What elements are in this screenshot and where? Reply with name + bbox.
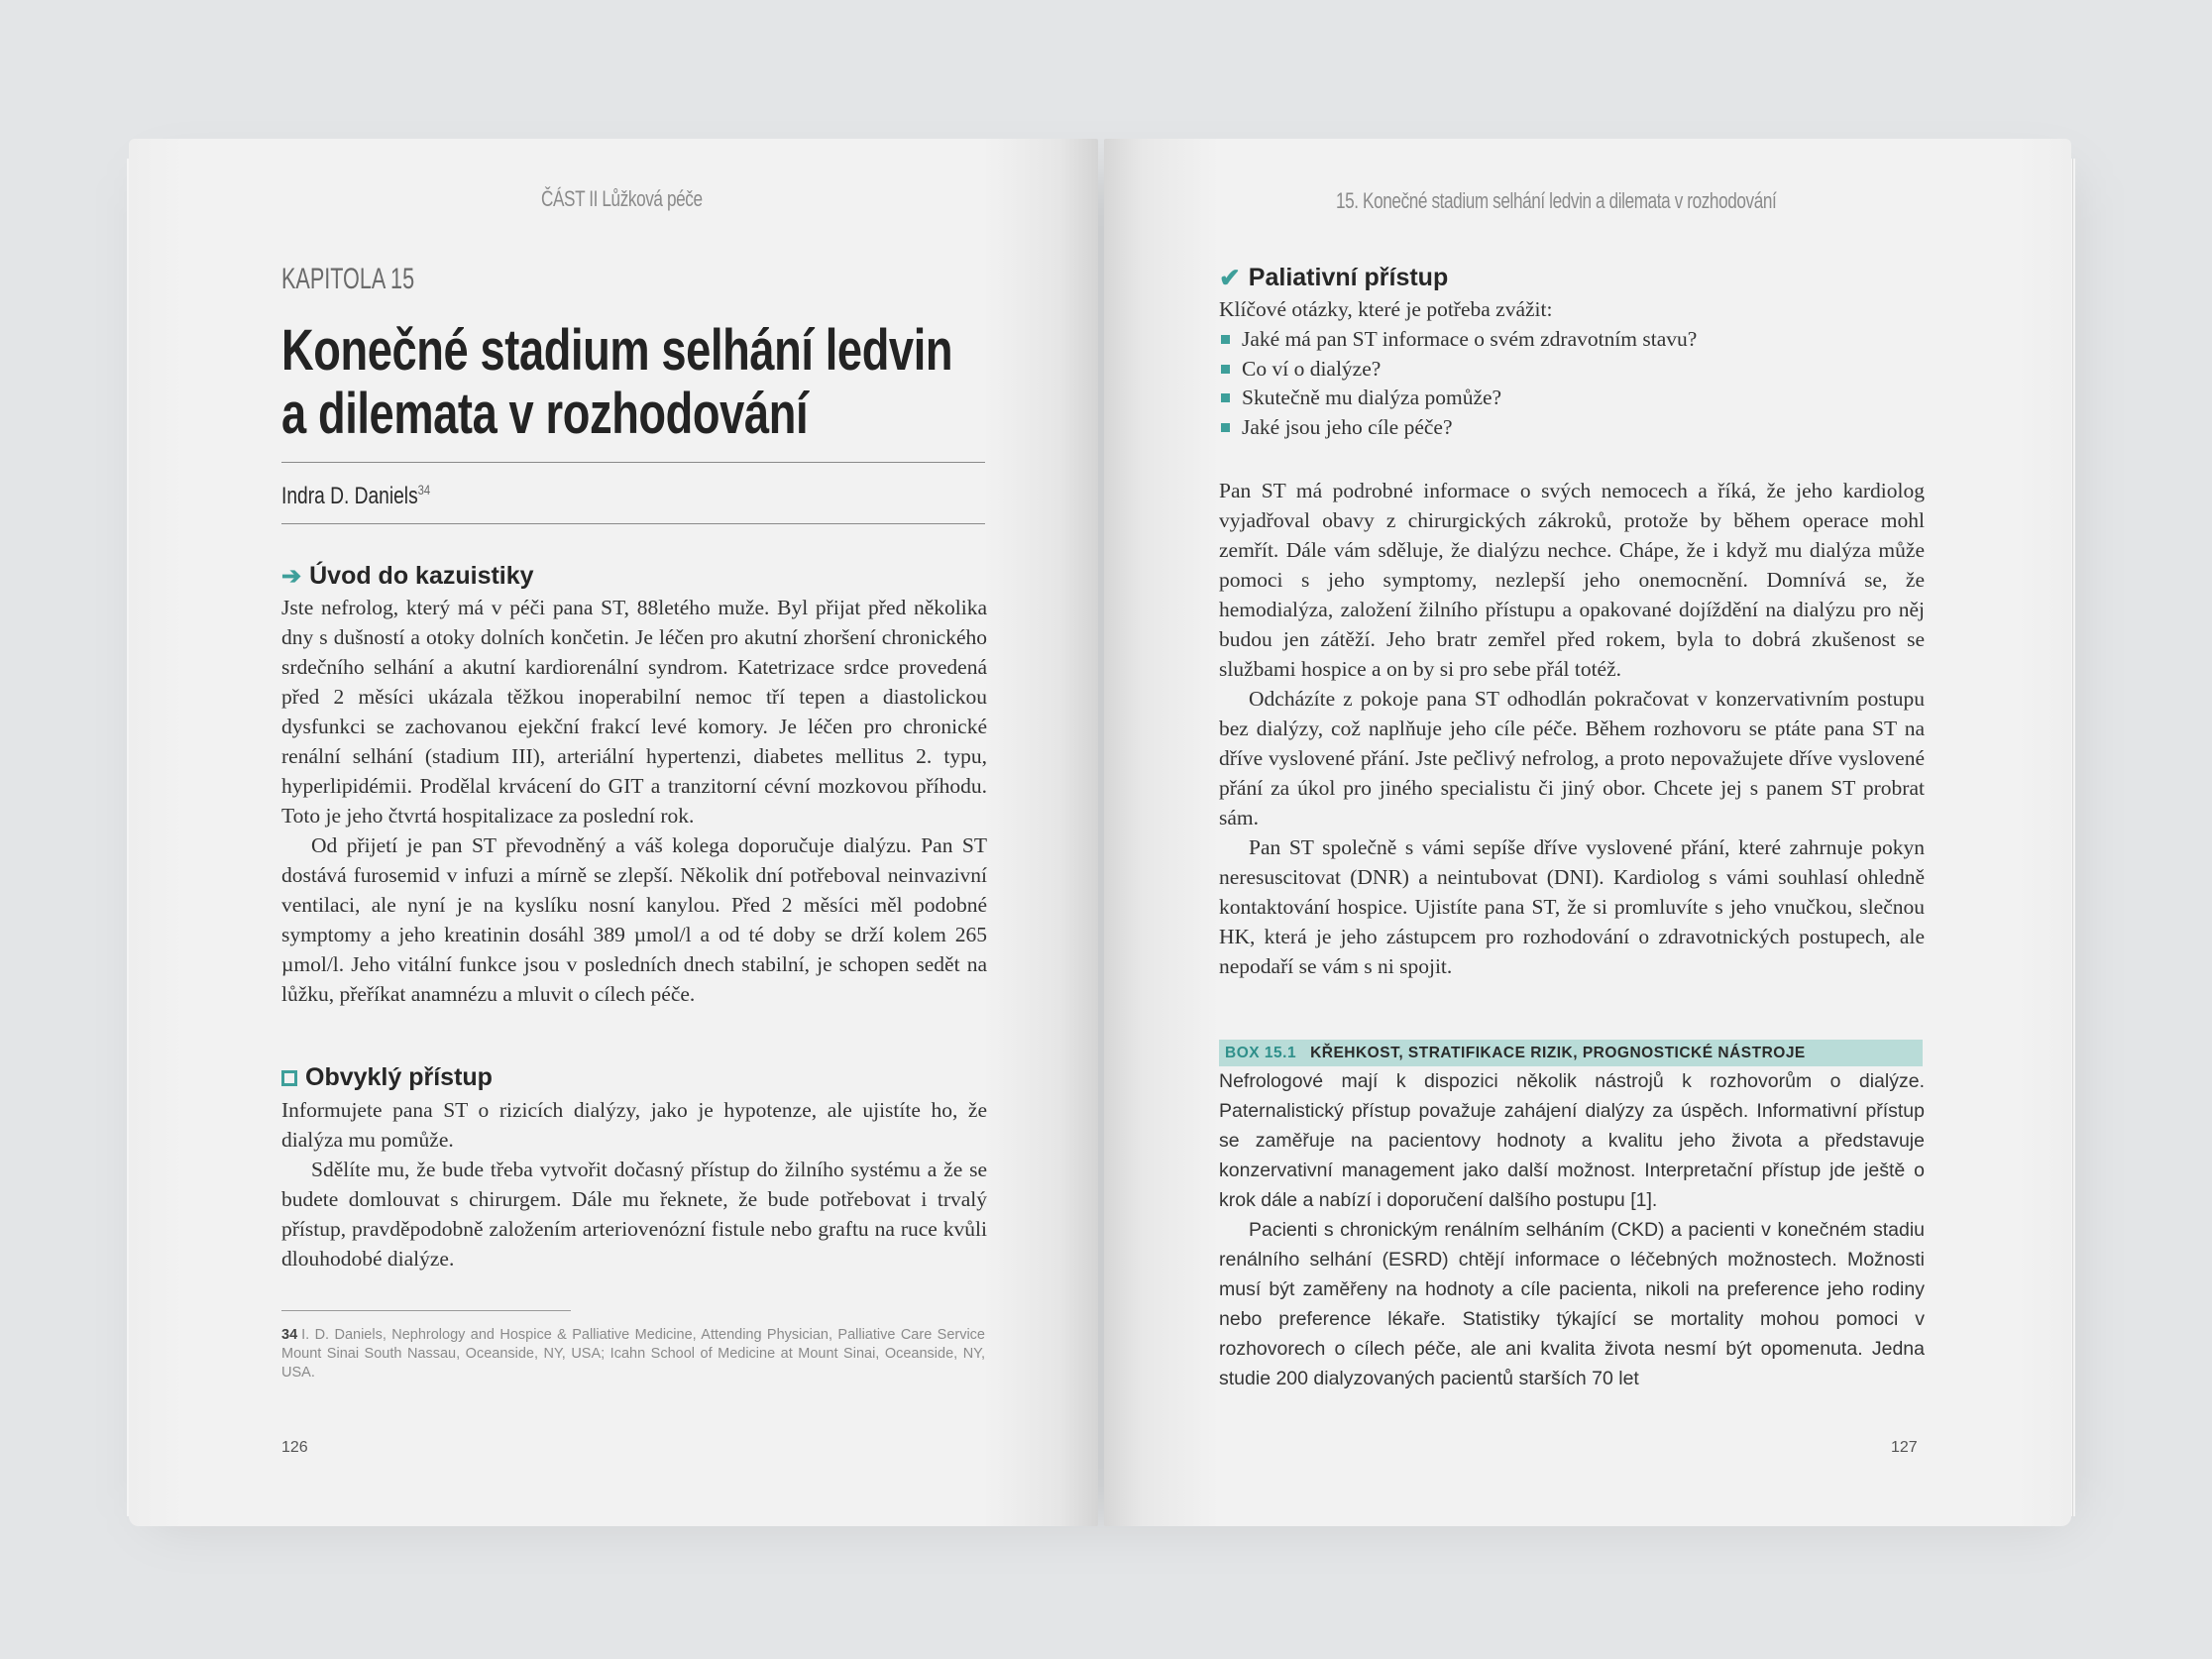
- section-heading-palliative-label: Paliativní přístup: [1248, 264, 1449, 291]
- square-bullet-icon: [1221, 365, 1230, 374]
- square-bullet-icon: [1221, 335, 1230, 344]
- author-footnote-ref: 34: [417, 482, 431, 498]
- palliative-body: [1219, 476, 1925, 981]
- chapter-label: KAPITOLA 15: [281, 263, 415, 295]
- author: [281, 482, 430, 510]
- paragraph: Odcházíte z pokoje pana ST odhodlán pokračovat v konzervativním postupu bez dialýzy, což naplňuje jeho cíle péče. Během rozhovoru se ptáte pana ST na dříve vyslovené přání. Jste pečlivý nefrolog, a proto nepovažujete dříve vyslovené přání za úkol pro jiného specialistu či jiný obor. Chcete jej s panem ST probrat sám.: [1219, 687, 1925, 830]
- paragraph: Nefrologové mají k dispozici několik nástrojů k rozhovorům o dialýze. Paternalistický přístup považuje zahájení dialýzy za úspěch. Informativní přístup se zaměřuje na pacientovy hodnoty a kvalitu jeho života a představuje konzervativní management jako další možnost. Interpretační přístup jde ještě o krok dále a nabízí i doporučení dalšího postupu [1].: [1219, 1070, 1925, 1211]
- list-item: Co ví o dialýze?: [1221, 355, 1697, 385]
- chapter-title-line-2: a dilemata v rozhodování: [281, 382, 809, 446]
- usual-body: [281, 1095, 987, 1273]
- chapter-title: [281, 319, 952, 446]
- square-bullet-icon: [1221, 423, 1230, 432]
- section-heading-palliative: [1219, 263, 1448, 293]
- footnote-text: I. D. Daniels, Nephrology and Hospice & Palliative Medicine, Attending Physician, Palliative Care Service Mount Sinai South Nassau, Oceanside, NY, USA; Icahn School of Medicine at Mount Sinai, Oceanside, NY, USA.: [281, 1327, 985, 1381]
- page-number-right: 127: [1891, 1439, 1918, 1456]
- arrow-right-icon: ➔: [281, 563, 302, 590]
- left-running-head: ČÁST II Lůžková péče: [541, 186, 703, 211]
- section-heading-usual: [281, 1063, 493, 1092]
- empty-square-icon: [281, 1070, 297, 1086]
- author-name: Indra D. Daniels: [281, 483, 418, 509]
- footnote-rule: [281, 1310, 571, 1311]
- box-number: BOX 15.1: [1225, 1044, 1297, 1061]
- paragraph: Jste nefrolog, který má v péči pana ST, 88letého muže. Byl přijat před několika dny s dušností a otoky dolních končetin. Je léčen pro akutní zhoršení chronického srdečního selhání a akutní kardiorenální syndrom. Katetrizace srdce provedená před 2 měsíci ukázala těžkou inoperabilní nemoc tří tepen a diastolickou dysfunkci se zachovanou ejekční frakcí levé komory. Je léčen pro chronické renální selhání (stadium III), arteriální hypertenzi, diabetes mellitus 2. typu, hyperlipidémii. Prodělal krvácení do GIT a tranzitorní cévní mozkovou příhodu. Toto je jeho čtvrtá hospitalizace za poslední rok.: [281, 596, 987, 828]
- paragraph: Pacienti s chronickým renálním selháním (CKD) a pacienti v konečném stadiu renálního selhání (ESRD) chtějí informace o léčebných možnostech. Možnosti musí být zaměřeny na hodnoty a cíle pacienta, nikoli na preference jeho rodiny nebo preference lékaře. Statistiky týkající se mortality mohou pomoci v rozhovorech o cílech péče, ale ani kvalita života nesmí být opomenuta. Jedna studie 200 dialyzovaných pacientů starších 70 let: [1219, 1219, 1925, 1389]
- questions-lead: Klíčové otázky, které je potřeba zvážit:: [1219, 297, 1553, 321]
- box-body: [1219, 1066, 1925, 1393]
- intro-body: [281, 593, 987, 1009]
- paragraph: Pan ST má podrobné informace o svých nemocech a říká, že jeho kardiolog vyjadřoval obavy z chirurgických zákroků, protože by během operace mohl zemřít. Dále vám sděluje, že dialýzu nechce. Chápe, že i když mu dialýza může pomoci s jeho symptomy, nezlepší jeho onemocnění. Domnívá se, že hemodialýza, založení žilního přístupu a opakované dojíždění na dialýzu pro něj budou jen zátěží. Jeho bratr zemřel před rokem, byla to dobrá zkušenost se službami hospice a on by si pro sebe přál totéž.: [1219, 479, 1925, 681]
- list-item: Jaké jsou jeho cíle péče?: [1221, 413, 1697, 443]
- box-title: KŘEHKOST, STRATIFIKACE RIZIK, PROGNOSTICKÉ NÁSTROJE: [1310, 1044, 1806, 1061]
- footnote: [281, 1326, 985, 1382]
- square-bullet-icon: [1221, 393, 1230, 402]
- paragraph: Od přijetí je pan ST převodněný a váš kolega doporučuje dialýzu. Pan ST dostává furosemid v infuzi a mírně se zlepší. Několik dní potřeboval neinvazivní ventilaci, ale nyní je na kyslíku nosní kanylou. Před 2 měsíci měl podobné symptomy a jeho kreatinin dosáhl 389 µmol/l a od té doby se drží kolem 265 µmol/l. Jeho vitální funkce jsou v posledních dnech stabilní, je schopen sedět na lůžku, přeříkat anamnézu a mluvit o cílech péče.: [281, 833, 987, 1006]
- box-header: [1219, 1040, 1923, 1066]
- title-rule-top: [281, 462, 985, 463]
- footnote-number: 34: [281, 1327, 298, 1343]
- right-running-head: 15. Konečné stadium selhání ledvin a dilemata v rozhodování: [1336, 188, 1777, 213]
- paragraph: Sdělíte mu, že bude třeba vytvořit dočasný přístup do žilního systému a že se budete domlouvat s chirurgem. Dále mu řeknete, že bude potřebovat i trvalý přístup, pravděpodobně založením arteriovenózní fistule nebo graftu na ruce kvůli dlouhodobé dialýze.: [281, 1158, 987, 1271]
- paragraph: Pan ST společně s vámi sepíše dříve vyslovené přání, které zahrnuje pokyn neresuscitovat (DNR) a neintubovat (DNI). Kardiolog s vámi souhlasí ohledně kontaktování hospice. Ujistíte pana ST, že si promluvíte s jeho vnučkou, slečnou HK, která je jeho zástupcem pro rozhodování o zdravotnických postupech, ale nepodaří se vám s ni spojit.: [1219, 835, 1925, 978]
- checkmark-icon: ✔: [1219, 263, 1241, 292]
- list-item: Jaké má pan ST informace o svém zdravotním stavu?: [1221, 325, 1697, 355]
- questions-list: [1221, 325, 1697, 442]
- paragraph: Informujete pana ST o rizicích dialýzy, jako je hypotenze, ale ujistíte ho, že dialýza mu pomůže.: [281, 1098, 987, 1152]
- section-heading-intro: [281, 562, 534, 591]
- title-rule-bottom: [281, 523, 985, 524]
- list-item: Skutečně mu dialýza pomůže?: [1221, 384, 1697, 413]
- section-heading-intro-label: Úvod do kazuistiky: [309, 562, 534, 590]
- section-heading-usual-label: Obvyklý přístup: [305, 1063, 493, 1091]
- chapter-title-line-1: Konečné stadium selhání ledvin: [281, 318, 953, 383]
- page-number-left: 126: [281, 1439, 308, 1456]
